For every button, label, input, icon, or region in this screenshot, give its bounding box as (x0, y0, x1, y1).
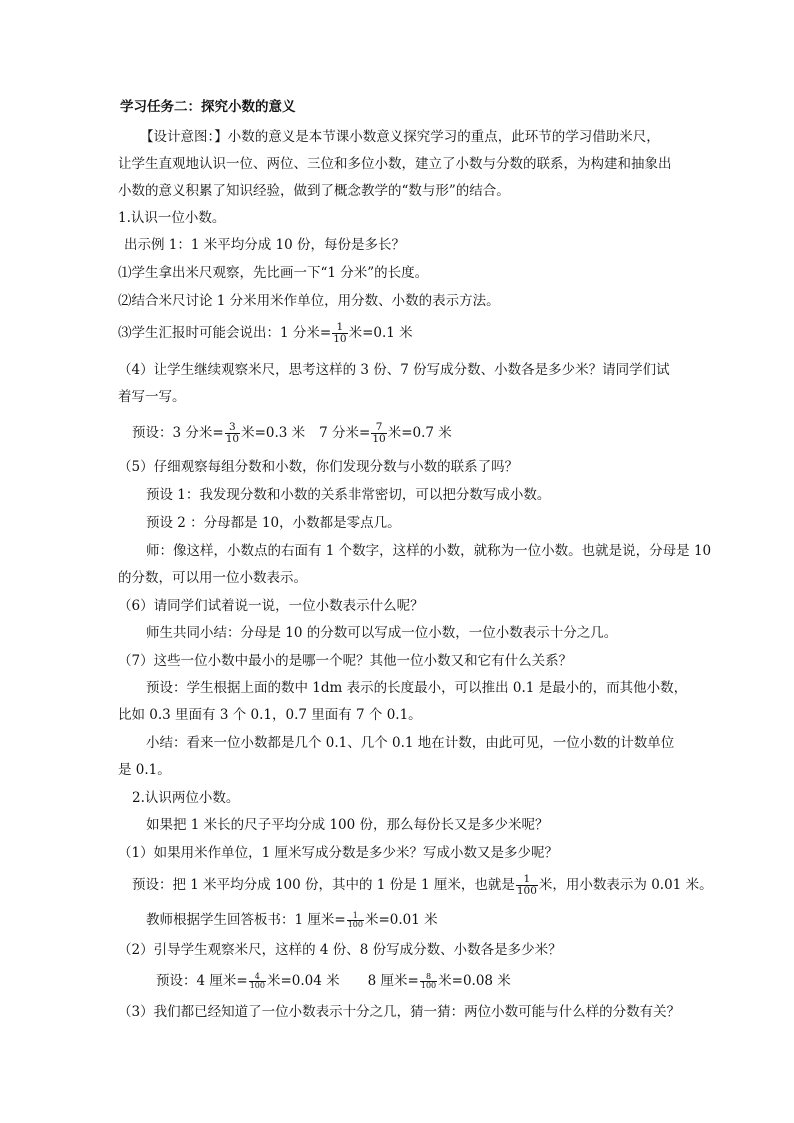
preset-step-7-line-1: 预设：学生根据上面的数中 1dm 表示的长度最小，可以推出 0.1 是最小的，而其他小数， (146, 680, 688, 696)
fraction-4-100: $\frac{4}{100}$ (249, 972, 265, 990)
design-intent-line-1: 【设计意图：】小数的意义是本节课小数意义探究学习的重点，此环节的学习借助米尺， (140, 129, 660, 145)
step-2: ⑵结合米尺讨论 1 分米用米作单位，用分数、小数的表示方法。 (118, 293, 500, 309)
example-1: 出示例 1：1 米平均分成 10 份，每份是多长？ (124, 237, 406, 253)
step-4-line-1: （4）让学生继续观察米尺，思考这样的 3 份、7 份写成分数、小数各是多少米？请同学们试 (118, 362, 670, 378)
fraction-1-100: $\frac{1}{100}$ (516, 873, 537, 897)
step-4-line-2: 着写一写。 (118, 389, 186, 405)
fraction-7-10: $\frac{7}{10}$ (372, 421, 386, 445)
fraction-3-10: $\frac{3}{10}$ (225, 421, 240, 445)
teacher-board: 教师根据学生回答板书：1 厘米= $\frac{1}{100}$ 米=0.01 米 (146, 911, 438, 929)
preset-1: 预设 1：我发现分数和小数的关系非常密切，可以把分数写成小数。 (146, 487, 551, 503)
preset-2: 预设 2 ：分母都是 10，小数都是零点几。 (146, 515, 401, 531)
subsection-heading-2: 2.认识两位小数。 (132, 790, 240, 806)
question-2: 如果把 1 米长的尺子平均分成 100 份，那么每份长又是多少米呢？ (146, 817, 549, 833)
summary-step-6: 师生共同小结：分母是 10 的分数可以写成一位小数，一位小数表示十分之几。 (146, 625, 618, 641)
preset-hundredth: 预设：把 1 米平均分成 100 份，其中的 1 份是 1 厘米，也就是 $\frac{1}{100}$ 米，用小数表示为 0.01 米。 (132, 873, 713, 897)
step-3-text: ⑶学生汇报时可能会说出：1 分米= (118, 325, 332, 341)
preset-tenths: 预设：3 分米= $\frac{3}{10}$ 米=0.3 米 7 分米= $\frac{7}{10}$ 米=0.7 米 (132, 421, 452, 445)
step-3 (118, 318, 413, 348)
preset-hundredths: 预设：4 厘米= $\frac{4}{100}$ 米=0.04 米 8 厘米= $\frac{8}{100}$ 米=0.08 米 (156, 972, 511, 990)
step-6: （6）请同学们试着说一说，一位小数表示什么呢？ (118, 598, 424, 614)
fraction-8-100: $\frac{8}{100}$ (420, 972, 437, 990)
step-7: （7）这些一位小数中最小的是哪一个呢？其他一位小数又和它有什么关系？ (118, 653, 573, 669)
step-5: （5）仔细观察每组分数和小数，你们发现分数与小数的联系了吗？ (118, 459, 519, 475)
step-1: ⑴学生拿出米尺观察，先比画一下“1 分米”的长度。 (118, 265, 429, 281)
section-title: 学习任务二：探究小数的意义 (120, 99, 296, 115)
preset-step-7-line-2: 比如 0.3 里面有 3 个 0.1，0.7 里面有 7 个 0.1。 (118, 707, 422, 723)
step-3-result: 米=0.1 米 (348, 325, 413, 341)
subsection-heading-1: 1.认识一位小数。 (118, 210, 226, 226)
step-2-2: （2）引导学生观察米尺，这样的 4 份、8 份写成分数、小数各是多少米？ (118, 942, 562, 958)
summary-line-1: 小结：看来一位小数都是几个 0.1、几个 0.1 地在计数，由此可见，一位小数的计数单位 (146, 735, 675, 751)
fraction-1-10: $\frac{1}{10}$ (333, 321, 347, 345)
design-intent-line-3: 小数的意义积累了知识经验，做到了概念教学的“数与形”的结合。 (118, 183, 510, 199)
teacher-line-2: 的分数，可以用一位小数表示。 (118, 570, 307, 586)
summary-line-2: 是 0.1。 (118, 762, 171, 778)
step-2-3: （3）我们都已经知道了一位小数表示十分之几，猜一猜：两位小数可能与什么样的分数有关？ (118, 1004, 681, 1020)
fraction-board-1-100: $\frac{1}{100}$ (347, 911, 363, 929)
design-intent-line-2: 让学生直观地认识一位、两位、三位和多位小数，建立了小数与分数的联系，为构建和抽象出 (118, 156, 672, 172)
step-2-1: （1）如果用米作单位，1 厘米写成分数是多少米？写成小数又是多少呢？ (118, 845, 558, 861)
teacher-line-1: 师：像这样，小数点的右面有 1 个数字，这样的小数，就称为一位小数。也就是说，分母是 10 (146, 543, 712, 559)
